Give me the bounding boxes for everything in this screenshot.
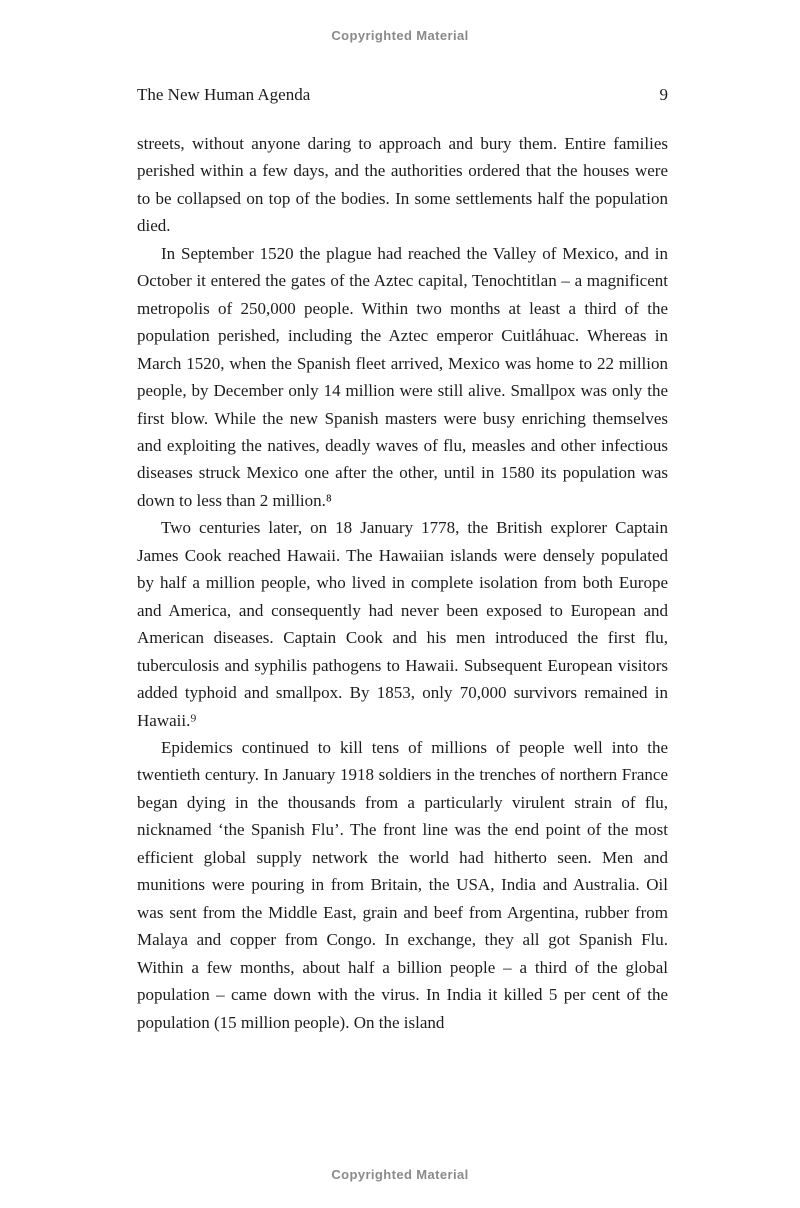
copyright-notice-bottom: Copyrighted Material [331, 1167, 469, 1182]
running-header-row [137, 85, 668, 105]
running-header-title: The New Human Agenda [137, 85, 311, 104]
paragraph-2: In September 1520 the plague had reached the Valley of Mexico, and in October it entered the gates of the Aztec capital, Tenochtitlan – a magnificent metropolis of 250,000 people. Within two months at least a third of the population perished, including the Aztec emperor Cuitláhuac. Whereas in March 1520, when the Spanish fleet arrived, Mexico was home to 22 million people, by December only 14 million were still alive. Smallpox was only the first blow. While the new Spanish masters were busy enriching themselves and exploiting the natives, deadly waves of flu, measles and other infectious diseases struck Mexico one after the other, until in 1580 its population was down to less than 2 million.⁸ [137, 243, 668, 510]
paragraph-1: streets, without anyone daring to approach and bury them. Entire families perished within a few days, and the authorities ordered that the houses were to be collapsed on top of the bodies. In some settlements half the population died. [137, 134, 668, 236]
copyright-notice-top: Copyrighted Material [331, 28, 469, 43]
paragraph-4: Epidemics continued to kill tens of millions of people well into the twentieth century. In January 1918 soldiers in the trenches of northern France began dying in the thousands from a particularly virulent strain of flu, nicknamed ‘the Spanish Flu’. The front line was the end point of the most efficient global supply network the world had hitherto seen. Men and munitions were pouring in from Britain, the USA, India and Australia. Oil was sent from the Middle East, grain and beef from Argentina, rubber from Malaya and copper from Congo. In exchange, they all got Spanish Flu. Within a few months, about half a billion people – a third of the global population – came down with the virus. In India it killed 5 per cent of the population (15 million people). On the island [137, 737, 668, 1032]
body-text [137, 130, 668, 1036]
page-number: 9 [659, 85, 668, 104]
paragraph-3: Two centuries later, on 18 January 1778, the British explorer Captain James Cook reached Hawaii. The Hawaiian islands were densely populated by half a million people, who lived in complete isolation from both Europe and America, and consequently had never been exposed to European and American diseases. Captain Cook and his men introduced the first flu, tuberculosis and syphilis pathogens to Hawaii. Subsequent European visitors added typhoid and smallpox. By 1853, only 70,000 survivors remained in Hawaii.⁹ [137, 518, 668, 730]
